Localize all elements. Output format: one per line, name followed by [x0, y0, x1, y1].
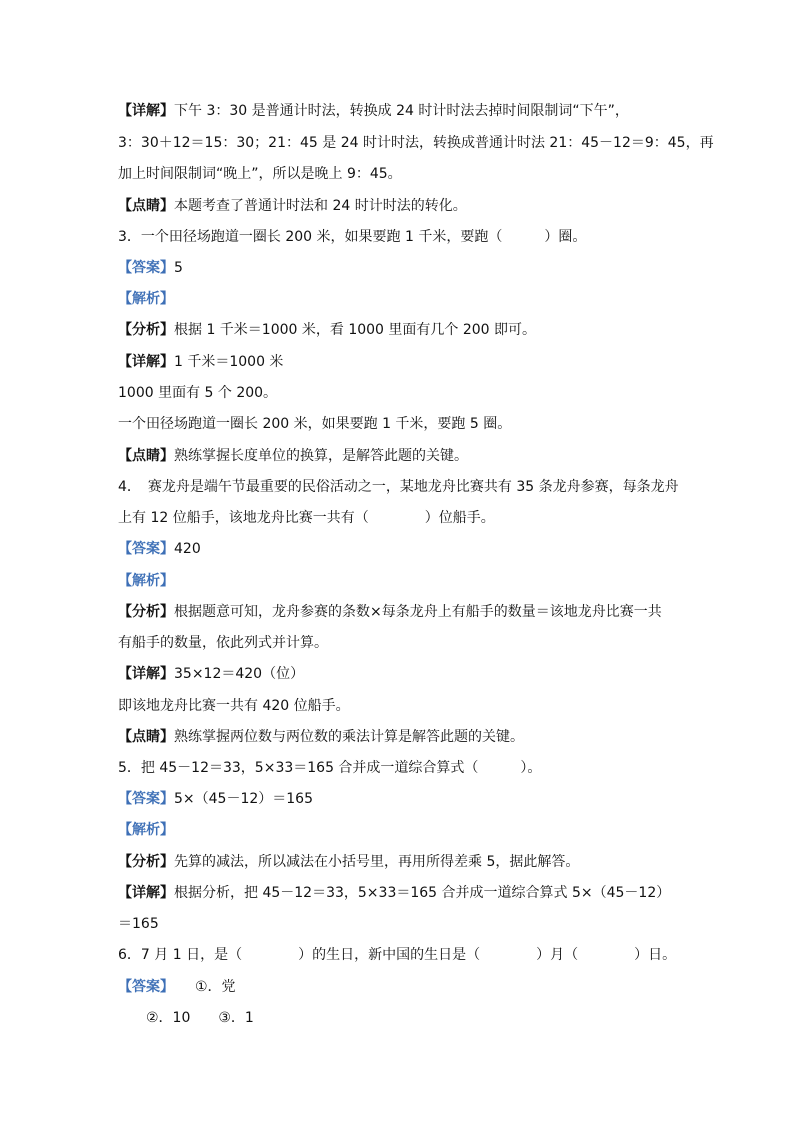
detail-line: 【详解】下午 3：30 是普通计时法，转换成 24 时计时法去掉时间限制词“下午”， — [118, 103, 629, 119]
question-5: 5．把 45－12＝33，5×33＝165 合并成一道综合算式（ ）。 — [118, 760, 542, 776]
detail-line: 【详解】1 千米＝1000 米 — [118, 354, 284, 370]
comment-line: 【点睛】本题考查了普通计时法和 24 时计时法的转化。 — [118, 198, 467, 214]
analysis-heading: 【解析】 — [118, 822, 174, 838]
answer-line: 【答案】5 — [118, 260, 183, 276]
question-4: 4． 赛龙舟是端午节最重要的民俗活动之一，某地龙舟比赛共有 35 条龙舟参赛，每条龙舟 — [118, 479, 679, 495]
detail-line: 【详解】根据分析，把 45－12＝33，5×33＝165 合并成一道综合算式 5×（45－12） — [118, 885, 671, 901]
detail-line: 【详解】35×12＝420（位） — [118, 666, 305, 682]
analysis-line: 【分析】根据题意可知，龙舟参赛的条数×每条龙舟上有船手的数量＝该地龙舟比赛一共 — [118, 604, 662, 620]
analysis-heading: 【解析】 — [118, 573, 174, 589]
answer-line: 【答案】 ①．党 — [118, 979, 236, 995]
analysis-line: 【分析】根据 1 千米＝1000 米，看 1000 里面有几个 200 即可。 — [118, 322, 537, 338]
analysis-line: 【分析】先算的减法，所以减法在小括号里，再用所得差乘 5，据此解答。 — [118, 854, 580, 870]
text-line: 上有 12 位船手，该地龙舟比赛一共有（ ）位船手。 — [118, 510, 495, 526]
text-line: 一个田径场跑道一圈长 200 米，如果要跑 1 千米，要跑 5 圈。 — [118, 416, 512, 432]
text-line: 即该地龙舟比赛一共有 420 位船手。 — [118, 698, 350, 714]
text-line: 有船手的数量，依此列式并计算。 — [118, 635, 328, 651]
answer-line: 【答案】420 — [118, 541, 201, 557]
answer-continuation: ②．10 ③．1 — [146, 1010, 254, 1026]
text-line: ＝165 — [118, 916, 159, 932]
comment-line: 【点睛】熟练掌握两位数与两位数的乘法计算是解答此题的关键。 — [118, 729, 524, 745]
question-3: 3．一个田径场跑道一圈长 200 米，如果要跑 1 千米，要跑（ ）圈。 — [118, 229, 587, 245]
comment-line: 【点睛】熟练掌握长度单位的换算，是解答此题的关键。 — [118, 448, 468, 464]
text-line: 加上时间限制词“晚上”，所以是晚上 9：45。 — [118, 166, 402, 182]
text-line: 3：30＋12＝15：30；21：45 是 24 时计时法，转换成普通计时法 21：45－12＝9：45，再 — [118, 135, 714, 151]
question-6: 6．7 月 1 日，是（ ）的生日，新中国的生日是（ ）月（ ）日。 — [118, 947, 677, 963]
answer-line: 【答案】5×（45－12）＝165 — [118, 791, 313, 807]
text-line: 1000 里面有 5 个 200。 — [118, 385, 278, 401]
analysis-heading: 【解析】 — [118, 291, 174, 307]
